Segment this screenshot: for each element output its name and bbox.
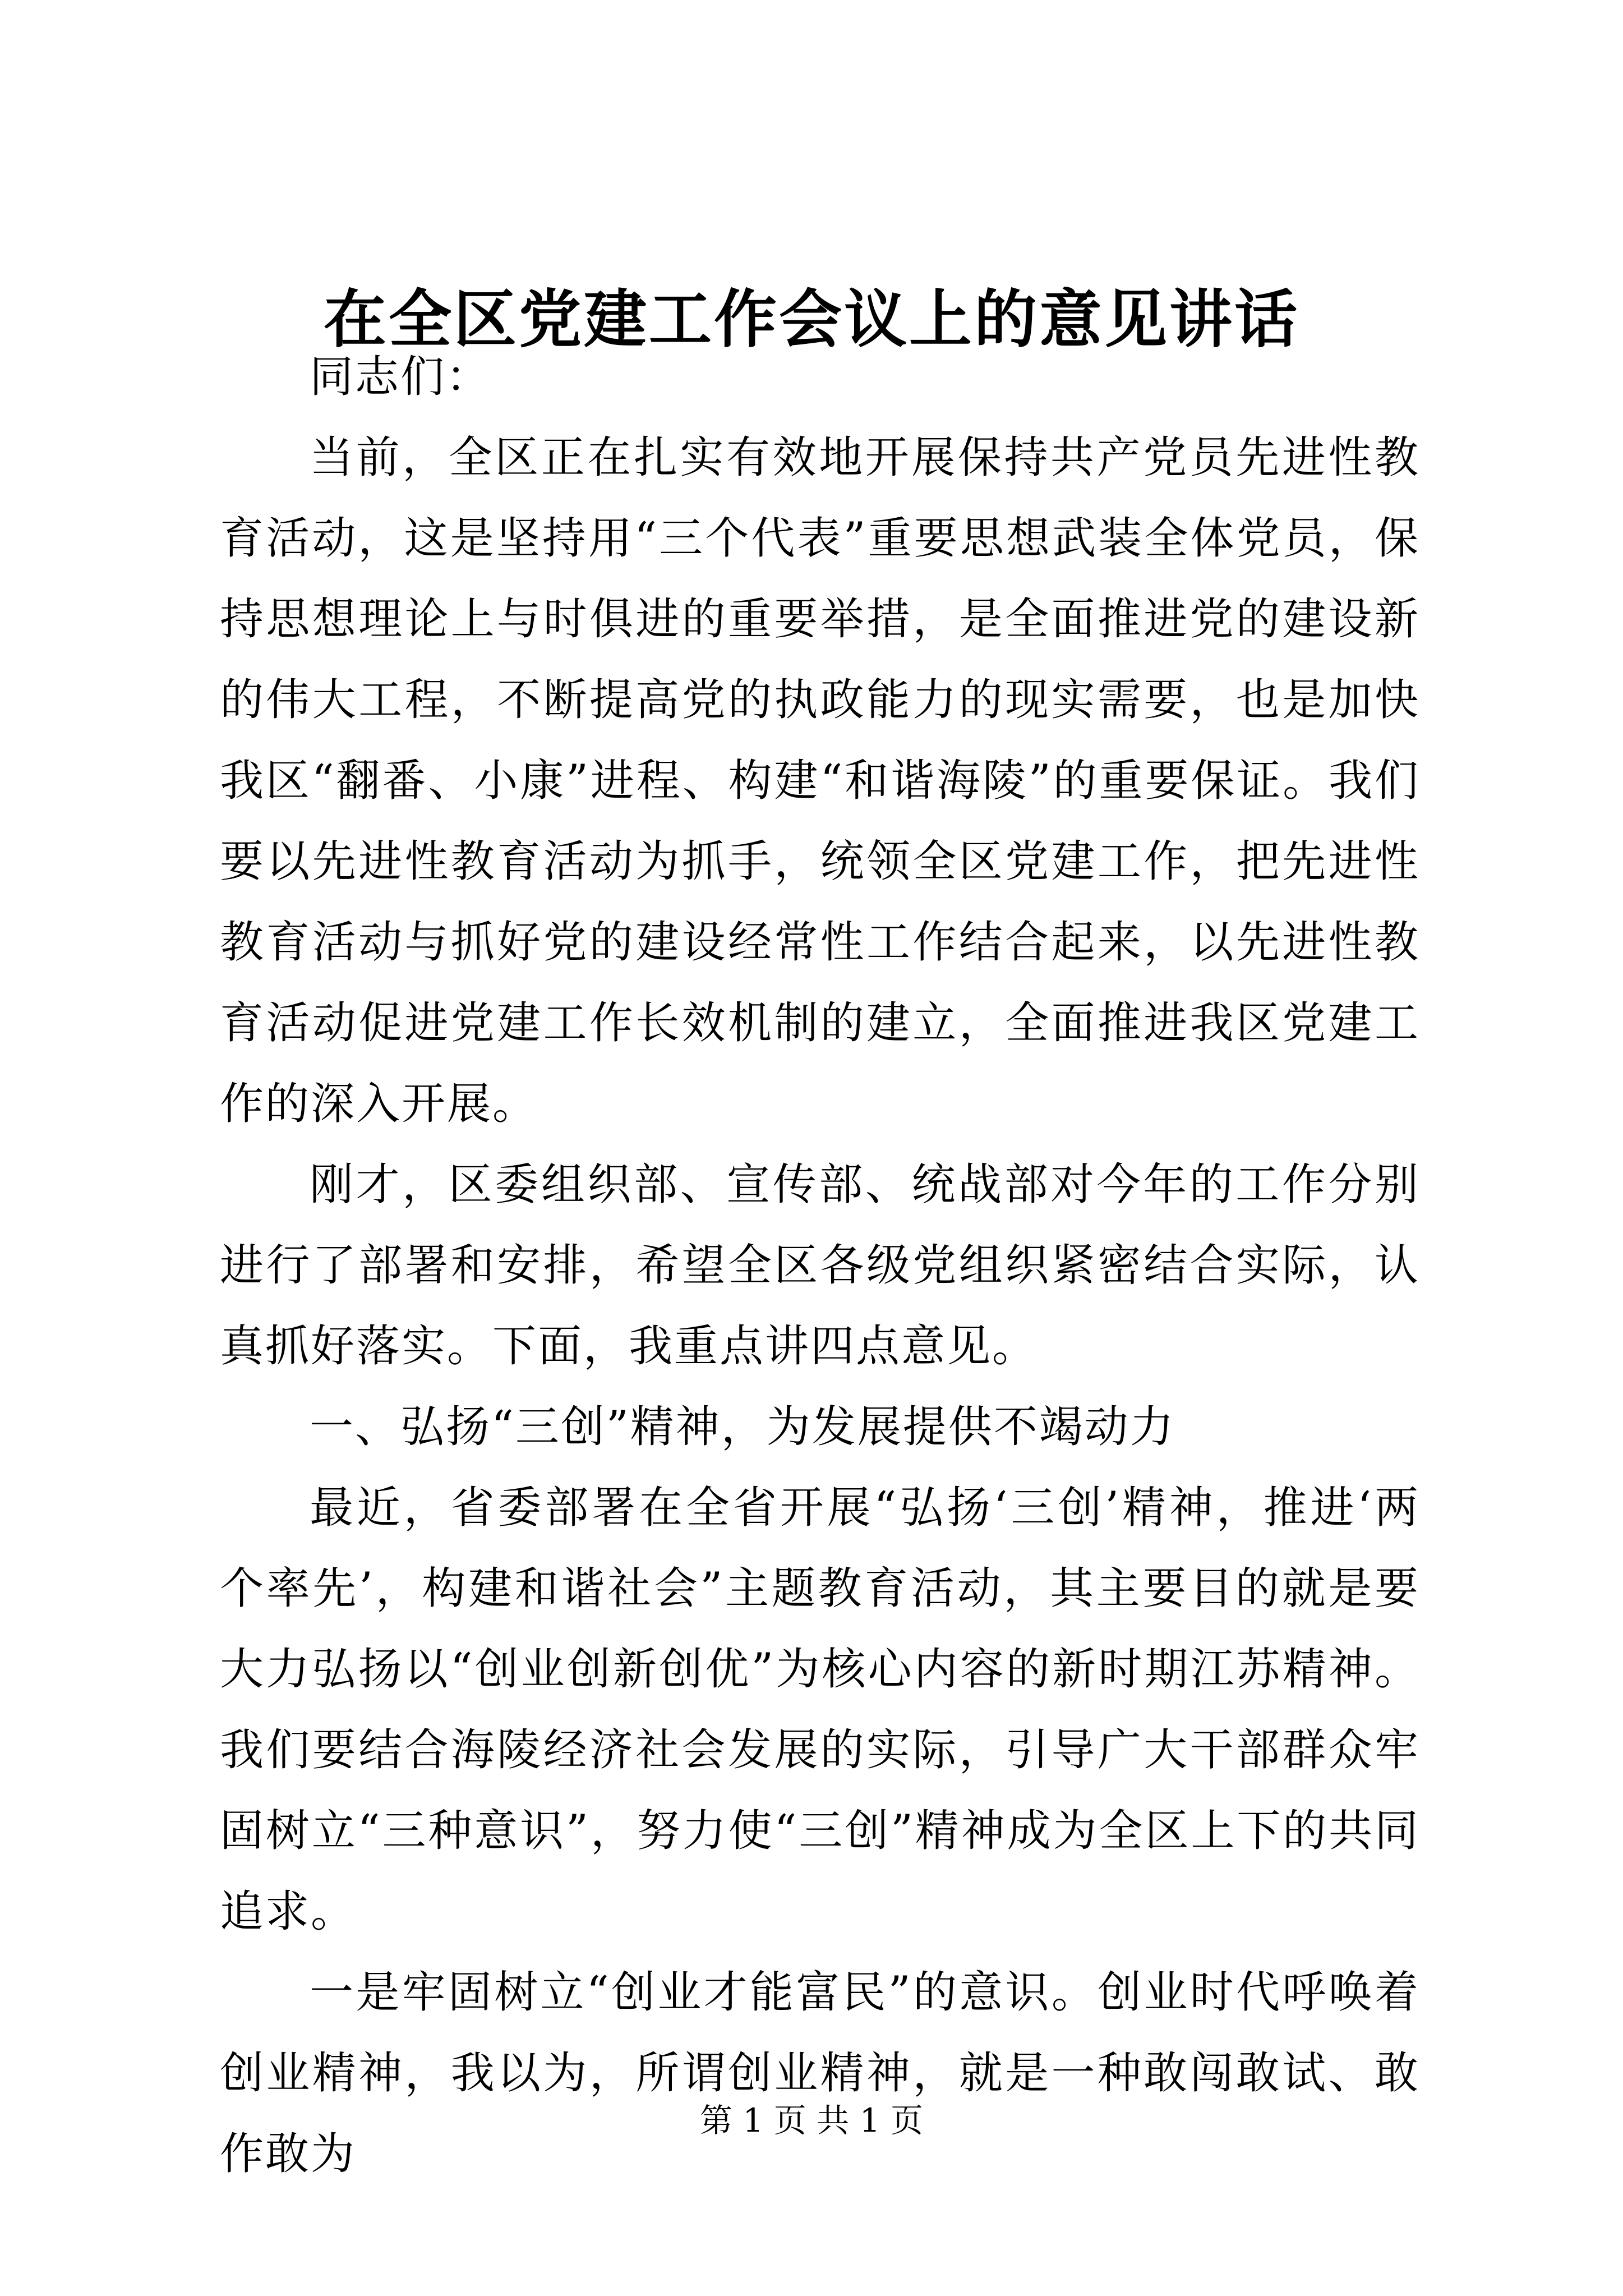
paragraph-intro: 当前，全区正在扎实有效地开展保持共产党员先进性教育活动，这是坚持用“三个代表”重要思想武装全体党员，保持思想理论上与时俱进的重要举措，是全面推进党的建设新的伟大工程，不断提高党的执政能力的现实需要，也是加快我区“翻番、小康”进程、构建“和谐海陵”的重要保证。我们要以先进性教育活动为抓手，统领全区党建工作，把先进性教育活动与抓好党的建设经常性工作结合起来，以先进性教育活动促进党建工作长效机制的建立，全面推进我区党建工作的深入开展。 [220,432,1420,1129]
paragraph-point-1: 一是牢固树立“创业才能富民”的意识。创业时代呼唤着创业精神，我以为，所谓创业精神，就是一种敢闯敢试、敢作敢为 [220,1967,1420,2179]
document-title: 在全区党建工作会议上的意见讲话 [324,283,1299,356]
paragraph-sanchuang: 最近，省委部署在全省开展“弘扬‘三创’精神，推进‘两个率先’，构建和谐社会”主题教育活动，其主要目的就是要大力弘扬以“创业创新创优”为核心内容的新时期江苏精神。我们要结合海陵经济社会发展的实际，引导广大干部群众牢固树立“三种意识”，努力使“三创”精神成为全区上下的共同追求。 [220,1483,1420,1937]
paragraph-arrangement: 刚才，区委组织部、宣传部、统战部对今年的工作分别进行了部署和安排，希望全区各级党组织紧密结合实际，认真抓好落实。下面，我重点讲四点意见。 [220,1159,1420,1372]
section-heading-1: 一、弘扬“三创”精神，为发展提供不竭动力 [310,1402,1175,1452]
document-body [220,337,1420,2194]
salutation: 同志们： [310,352,492,402]
page-footer: 第 1 页 共 1 页 [700,2101,923,2139]
